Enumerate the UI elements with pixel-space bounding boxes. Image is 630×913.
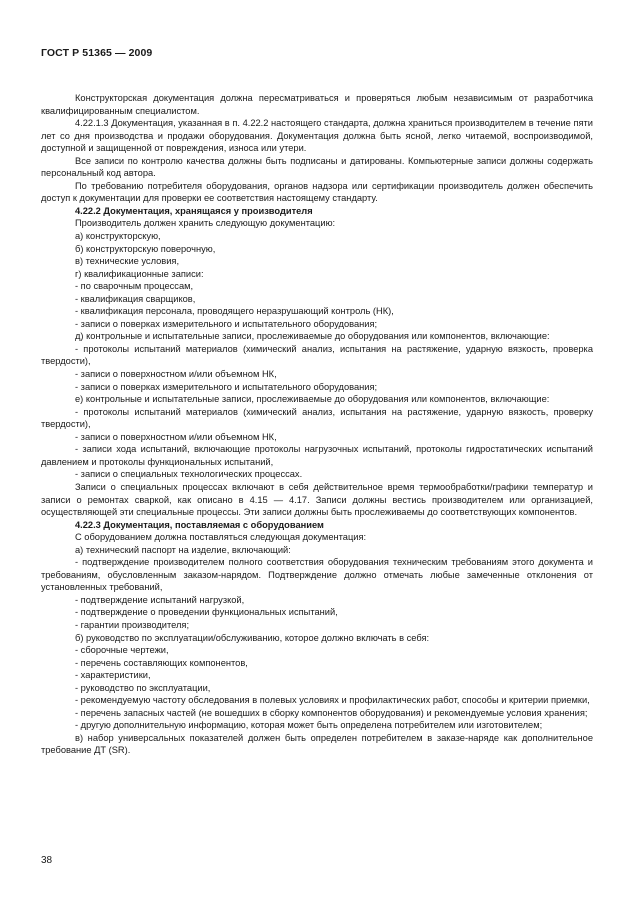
paragraph: С оборудованием должна поставляться следующая документация:	[75, 532, 367, 543]
section-heading: 4.22.3 Документация, поставляемая с оборудованием	[75, 519, 324, 530]
list-item: - по сварочным процессам,	[75, 281, 194, 292]
list-item: - записи хода испытаний, включающие протоколы нагрузочных испытаний, протоколы гидростатических испытаний давлением и протоколы функциональных испытаний,	[41, 444, 593, 467]
list-item: - гарантии производителя;	[75, 619, 190, 630]
list-item: - другую дополнительную информацию, которая может быть определена потребителем или изготовителем;	[75, 720, 543, 731]
list-item: в) технические условия,	[75, 256, 180, 267]
list-item: - записи о поверхностном и/или объемном НК,	[75, 369, 277, 380]
list-item: б) конструкторскую поверочную,	[75, 243, 216, 254]
list-item: - записи о поверхностном и/или объемном НК,	[75, 431, 277, 442]
list-item: - протоколы испытаний материалов (химический анализ, испытания на растяжение, ударную вязкость, проверка твердости),	[41, 343, 593, 367]
list-item: - подтверждение о проведении функциональных испытаний,	[75, 607, 338, 618]
list-item: - квалификация сварщиков,	[75, 293, 196, 304]
list-item: - записи о специальных технологических процессах.	[75, 469, 303, 480]
list-item: - квалификация персонала, проводящего неразрушающий контроль (НК),	[75, 306, 394, 317]
list-item: - записи о поверках измерительного и испытательного оборудования;	[75, 381, 378, 392]
list-item: - подтверждение производителем полного соответствия оборудования техническим требованиям этого документа и требованиям, обусловленным заказом-нарядом. Подтверждение должно отмечать любые замеченные отклонения от установленных требований,	[41, 557, 593, 593]
list-item: - перечень запасных частей (не вошедших в сборку компонентов оборудования) и рекомендуемые условия хранения;	[75, 707, 588, 718]
list-item: а) конструкторскую,	[75, 231, 161, 242]
list-item: - руководство по эксплуатации,	[75, 682, 211, 693]
list-item: г) квалификационные записи:	[75, 268, 204, 279]
page-number: 38	[41, 855, 53, 866]
list-item: - записи о поверках измерительного и испытательного оборудования;	[75, 318, 378, 329]
paragraph: По требованию потребителя оборудования, органов надзора или сертификации производитель должен обеспечить доступ к документации для проверки ее соответствия настоящему стандарту.	[41, 180, 593, 204]
list-item: в) набор универсальных показателей должен быть определен потребителем в заказе-наряде как дополнительное требование ДТ (SR).	[41, 732, 593, 756]
list-item: - перечень составляющих компонентов,	[75, 657, 248, 668]
list-item: - сборочные чертежи,	[75, 645, 169, 656]
list-item: - протоколы испытаний материалов (химический анализ, испытания на растяжение, ударную вязкость, проверку твердости),	[41, 406, 593, 430]
paragraph: 4.22.1.3 Документация, указанная в п. 4.22.2 настоящего стандарта, должна храниться производителем в течение пяти лет со дня производства и продажи оборудования. Документация должна быть ясной, легко читаемой, воспроизводимой, доступной и защищенной от повреждения, износа или утери.	[41, 118, 593, 154]
document-body	[41, 92, 593, 757]
paragraph: Конструкторская документация должна пересматриваться и проверяться любым независимым от разработчика квалифицированным специалистом.	[41, 93, 593, 116]
section-heading: 4.22.2 Документация, хранящаяся у производителя	[75, 205, 313, 216]
paragraph: Производитель должен хранить следующую документацию:	[75, 218, 336, 229]
list-item: д) контрольные и испытательные записи, прослеживаемые до оборудования или компонентов, включающие:	[75, 331, 550, 342]
list-item: е) контрольные и испытательные записи, прослеживаемые до оборудования или компонентов, включающие:	[75, 394, 550, 405]
list-item: б) руководство по эксплуатации/обслуживанию, которое должно включать в себя:	[75, 632, 430, 643]
document-header: ГОСТ Р 51365 — 2009	[41, 47, 153, 59]
list-item: - характеристики,	[75, 670, 151, 681]
paragraph: Записи о специальных процессах включают в себя действительное время термообработки/графики температур и записи о ремонтах сваркой, как описано в 4.15 — 4.17. Записи должны вестись производителем или организацией, осуществляющей эти специальные процессы. Эти записи должны быть прослеживаемы до соответствующих компонентов.	[41, 481, 593, 518]
paragraph: Все записи по контролю качества должны быть подписаны и датированы. Компьютерные записи должны содержать персональный код автора.	[41, 155, 593, 179]
list-item: - подтверждение испытаний нагрузкой,	[75, 594, 245, 605]
list-item: а) технический паспорт на изделие, включающий:	[75, 544, 291, 555]
list-item: - рекомендуемую частоту обследования в полевых условиях и профилактических работ, способы и критерии приемки,	[75, 695, 590, 706]
